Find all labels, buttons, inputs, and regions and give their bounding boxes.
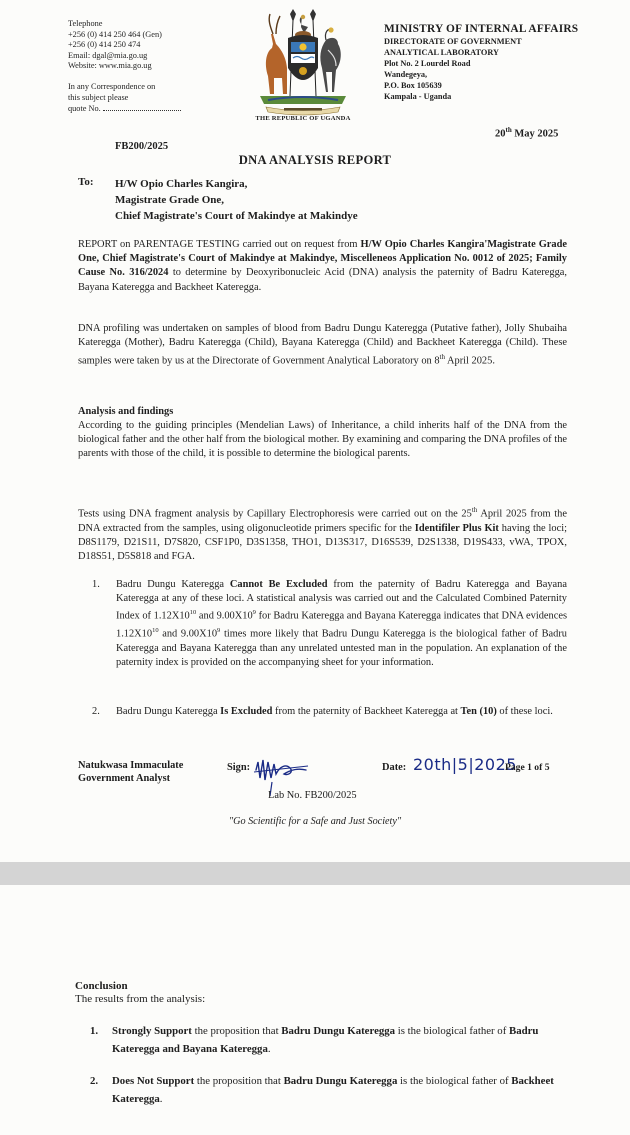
analyst-block: [78, 760, 183, 785]
correspondence-line-1: In any Correspondence on: [68, 81, 156, 91]
addressee-court: Chief Magistrate's Court of Makindye at Makindye: [115, 210, 358, 222]
conclusion-item-1: 1. Strongly Support the proposition that Badru Dungu Kateregga is the biological father of Badru Kateregga and Bayana Kateregga.: [90, 1025, 539, 1055]
uganda-coat-of-arms-icon: [246, 8, 360, 116]
motto: "Go Scientific for a Safe and Just Society": [228, 816, 402, 827]
contact-block: [68, 19, 218, 115]
analysis-heading: Analysis and findings: [78, 406, 174, 417]
tests-paragraph: Tests using DNA fragment analysis by Capillary Electrophoresis were carried out on the 25th April 2025 from the DNA extracted from the samples, using oligonucleotide primers specific for the Identifiler Plus Kit having the loci; D8S1179, D21S11, D7S820, CSF1P0, D3S1358, THO1, D13S317, D16S539, D2S1338, D19S433, vWA, TPOX, D18S51, D5S818 and FGA.: [78, 506, 568, 563]
ministry-name: MINISTRY OF INTERNAL AFFAIRS: [384, 23, 579, 35]
plot-address: Plot No. 2 Lourdel Road: [384, 59, 471, 68]
phone-secondary: +256 (0) 414 250 474: [68, 40, 141, 50]
report-page-2: [0, 885, 630, 1135]
area-address: Wandegeya,: [384, 70, 428, 79]
website-text: Website: www.mia.go.ug: [68, 61, 152, 71]
date-label: Date:: [382, 762, 407, 773]
analyst-name: Natukwasa Immaculate: [78, 760, 184, 771]
report-date: 20th May 2025: [495, 126, 559, 140]
lab-number: Lab No. FB200/2025: [268, 790, 357, 801]
finding-1: 1. Badru Dungu Kateregga Cannot Be Excluded from the paternity of Badru Kateregga and Bayana Kateregga at any of these loci. A statistical analysis was carried out and the Calculated Combined Paternity Index of $1.12X10^{10}$ and $9.00X10^9$ for Badru Kateregga and Bayana Kateregga indicates that DNA evidences $1.12X10^{10}$ and $9.00X10^9$ times more likely that Badru Dungu Kateregga is the biological father of Badru Kateregga and Bayana Kateregga than any unrelated untested man in the population. An explanation of the paternity index is provided on the accompanying sheet for your information.: [92, 579, 568, 668]
quote-label: quote No.: [68, 104, 101, 114]
to-label: To:: [78, 176, 94, 188]
report-request-paragraph: REPORT on PARENTAGE TESTING carried out on request from H/W Opio Charles Kangira'Magistrate Grade One, Chief Magistrate's Court of Makindye at Makindye, Miscelleneos Application No. 0012 of 2025; Family Cause No. 316/2024 to determine by Deoxyribonucleic Acid (DNA) analysis the paternity of Badru Kateregga, Bayana Kateregga and Backheet Kateregga.: [78, 239, 567, 293]
reference-number: FB200/2025: [115, 141, 169, 152]
republic-caption: THE REPUBLIC OF UGANDA: [255, 115, 351, 122]
finding-2: 2. Badru Dungu Kateregga Is Excluded from the paternity of Backheet Kateregga at Ten (10) of these loci.: [92, 706, 553, 717]
sign-label: Sign:: [227, 762, 251, 773]
email-text: Email: dgal@mia.go.ug: [68, 50, 148, 60]
directorate-name: DIRECTORATE OF GOVERNMENT: [384, 37, 522, 46]
quote-dotted-line: [103, 103, 181, 111]
ministry-address-block: [384, 22, 624, 102]
conclusion-heading: Conclusion: [75, 980, 128, 992]
quote-number-line: [68, 103, 218, 115]
page-number: Page 1 of 5: [505, 762, 550, 773]
telephone-label: Telephone: [68, 19, 103, 28]
laboratory-name: ANALYTICAL LABORATORY: [384, 48, 500, 57]
inheritance-principles-paragraph: According to the guiding principles (Mendelian Laws) of Inheritance, a child inherits half of the DNA from the biological father and the other half from the biological mother. By examining and comparing the DNA profiles of the parents with those of the child, it is possible to determine the biological parents.: [78, 420, 567, 460]
analyst-title: Government Analyst: [78, 772, 171, 784]
po-box: P.O. Box 105639: [384, 81, 442, 90]
city-address: Kampala - Uganda: [384, 92, 452, 101]
conclusion-intro: The results from the analysis:: [75, 993, 206, 1005]
report-title: DNA ANALYSIS REPORT: [238, 153, 392, 167]
correspondence-line-2: this subject please: [68, 92, 129, 102]
handwritten-date: 20th|5|2025: [413, 755, 517, 774]
addressee-position: Magistrate Grade One,: [115, 194, 225, 206]
addressee-block: [115, 176, 358, 224]
dna-profiling-paragraph: DNA profiling was undertaken on samples of blood from Badru Dungu Kateregga (Putative father), Jolly Shubaiha Kateregga (Mother), Badru Kateregga (Child), Bayana Kateregga (Child) and Backheet Kateregga (Child). These samples were taken by us at the Directorate of Government Analytical Laboratory on 8th April 2025.: [78, 323, 567, 367]
addressee-name: H/W Opio Charles Kangira,: [115, 178, 248, 190]
phone-general: +256 (0) 414 250 464 (Gen): [68, 29, 162, 39]
conclusion-item-2: 2. Does Not Support the proposition that Badru Dungu Kateregga is the biological father of Backheet Kateregga.: [90, 1075, 554, 1105]
